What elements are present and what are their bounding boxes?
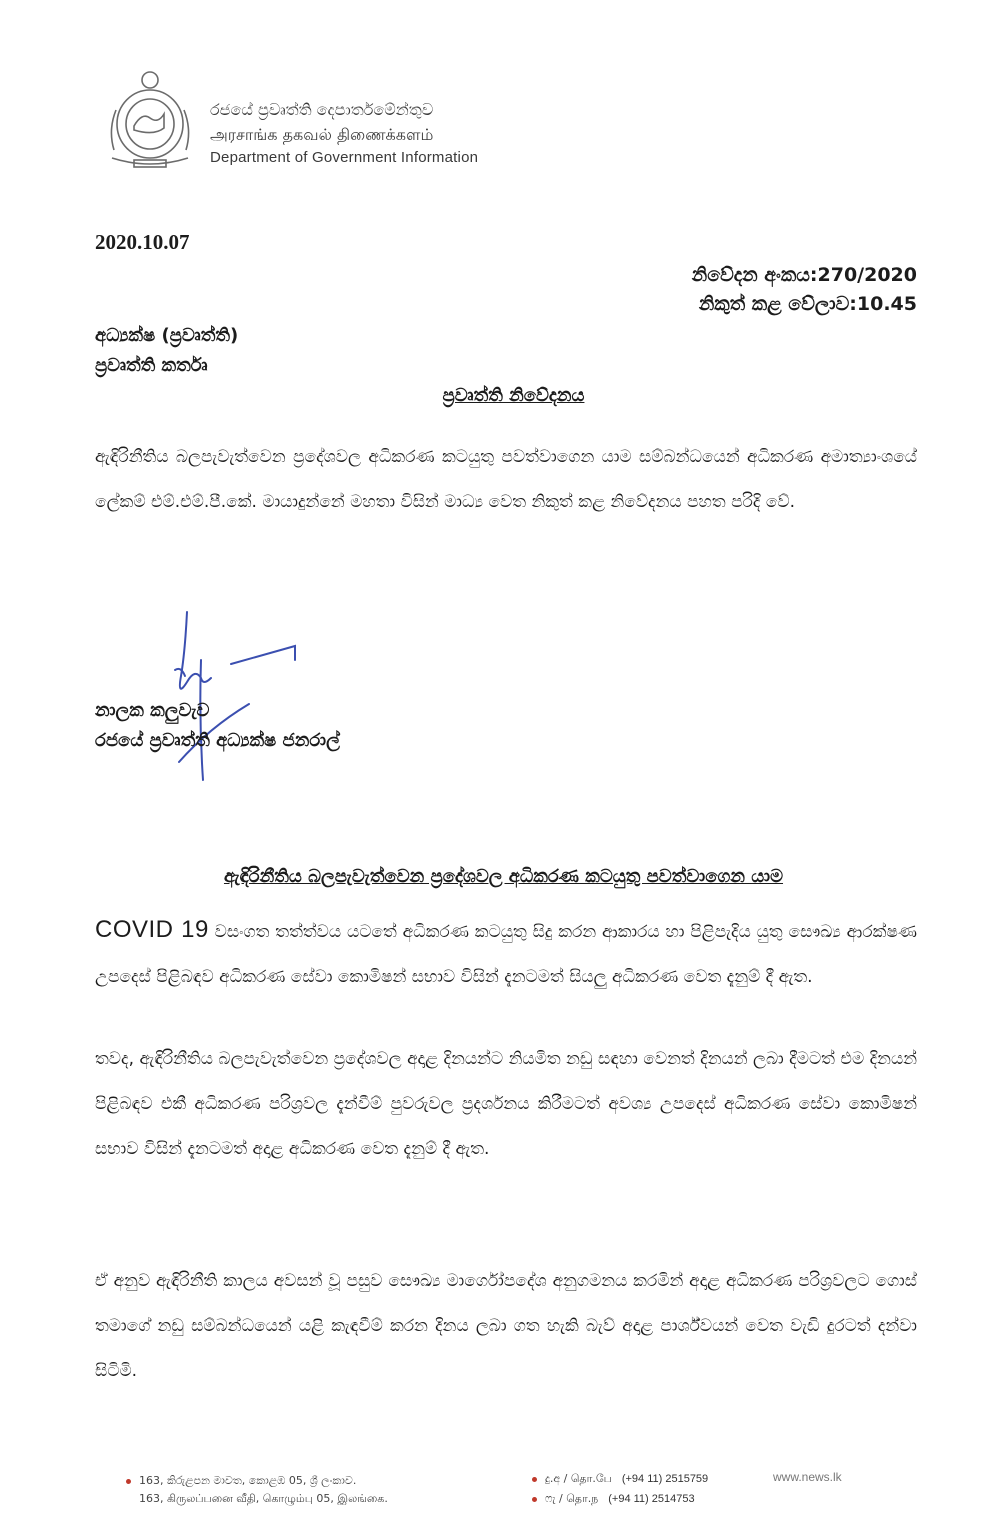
release-number: නිවේදන අංකය:270/2020 — [691, 264, 917, 286]
signatory-title: රජයේ ප්‍රවෘත්ති අධ්‍යක්ෂ ජනරාල් — [95, 730, 340, 751]
fax-bullet-icon — [532, 1497, 537, 1502]
footer-phone: දු.අ / தொ.பே (+94 11) 2515759 — [532, 1472, 708, 1487]
footer-fax: ෆැ / தொ.ந (+94 11) 2514753 — [532, 1492, 695, 1507]
statement-paragraph-1 — [95, 907, 917, 1000]
bullet-icon — [126, 1479, 131, 1484]
release-time: නිකුත් කළ වේලාව:10.45 — [698, 293, 917, 315]
department-name-tamil: அரசாங்க தகவல் திணைக்களம் — [210, 125, 434, 144]
footer-address-tamil: 163, கிருலப்பனை வீதி, கொழும்பு 05, இலங்கை. — [139, 1492, 388, 1505]
document-date: 2020.10.07 — [95, 230, 190, 254]
department-name-english: Department of Government Information — [210, 149, 479, 166]
handwritten-signature — [165, 606, 315, 782]
statement-paragraph-1-text: වසංගත තත්ත්වය යටතේ අධිකරණ කටයුතු සිදු කරන ආකාරය හා පිළිපැදිය යුතු සෞඛ්‍ය ආරක්ෂණ උපදෙස් පිළිබඳව අධිකරණ සේවා කොමිෂන් සභාව විසින් දැනටමත් සියලු අධිකරණ වෙත දැනුම් දී ඇත. — [95, 922, 917, 987]
signatory-name: නාලක කලුවැව — [95, 700, 210, 721]
footer-website: www.news.lk — [773, 1470, 842, 1484]
statement-title: ඇඳිරිනීතිය බලපැවැත්වෙන ප්‍රදේශවල අධිකරණ කටයුතු පවත්වාගෙන යාම — [223, 866, 784, 887]
recipient-line-2: ප්‍රවෘත්ති කර්තෘ — [95, 355, 208, 376]
notice-body: ඇඳිරිනීතිය බලපැවැත්වෙන ප්‍රදේශවල අධිකරණ කටයුතු පවත්වාගෙන යාම සම්බන්ධයෙන් අධිකරණ අමාත්‍යාංශයේ ලේකම් එම්.එම්.පී.කේ. මායාදුන්නේ මහතා විසින් මාධ්‍ය වෙත නිකුත් කළ නිවේදනය පහත පරිදි වේ. — [95, 447, 917, 512]
department-name-sinhala: රජයේ ප්‍රවෘත්ති දෙපාර්තමේන්තුව — [210, 100, 434, 119]
covid-lead-text: COVID 19 — [95, 916, 209, 943]
footer-address-sinhala: 163, කිරුළපන මාවත, කොළඹ 05, ශ්‍රී ලංකාව. — [126, 1474, 356, 1488]
phone-bullet-icon — [532, 1477, 537, 1482]
recipient-line-1: අධ්‍යක්ෂ (ප්‍රවෘත්ති) — [95, 325, 239, 346]
notice-title: ප්‍රවෘත්ති නිවේදනය — [442, 385, 585, 406]
state-emblem-logo — [104, 66, 196, 170]
statement-paragraph-2: තවද, ඇඳිරිනීතිය බලපැවැත්වෙන ප්‍රදේශවල අදාළ දිනයන්ට නියමිත නඩු සඳහා වෙනත් දිනයන් ලබා දීමටත් එම දිනයන් පිළිබඳව එකී අධිකරණ පරිශ්‍රවල දැන්වීම් පුවරුවල ප්‍රදර්ශනය කිරීමටත් අවශ්‍ය උපදෙස් අධිකරණ සේවා කොමිෂන් සභාව විසින් දැනටමත් අදාළ අධිකරණ වෙත දැනුම් දී ඇත. — [95, 1049, 917, 1159]
statement-paragraph-3: ඒ අනුව ඇඳිරිනීති කාලය අවසන් වූ පසුව සෞඛ්‍ය මාර්ගෝපදේශ අනුගමනය කරමින් අදාළ අධිකරණ පරිශ්‍රවලට ගොස් තමාගේ නඩු සම්බන්ධයෙන් යළි කැඳවීම් කරන දිනය ලබා ගත හැකි බැව් අදාළ පාර්ශ්වයන් වෙත වැඩි දුරටත් දන්වා සිටිමි. — [95, 1271, 917, 1381]
